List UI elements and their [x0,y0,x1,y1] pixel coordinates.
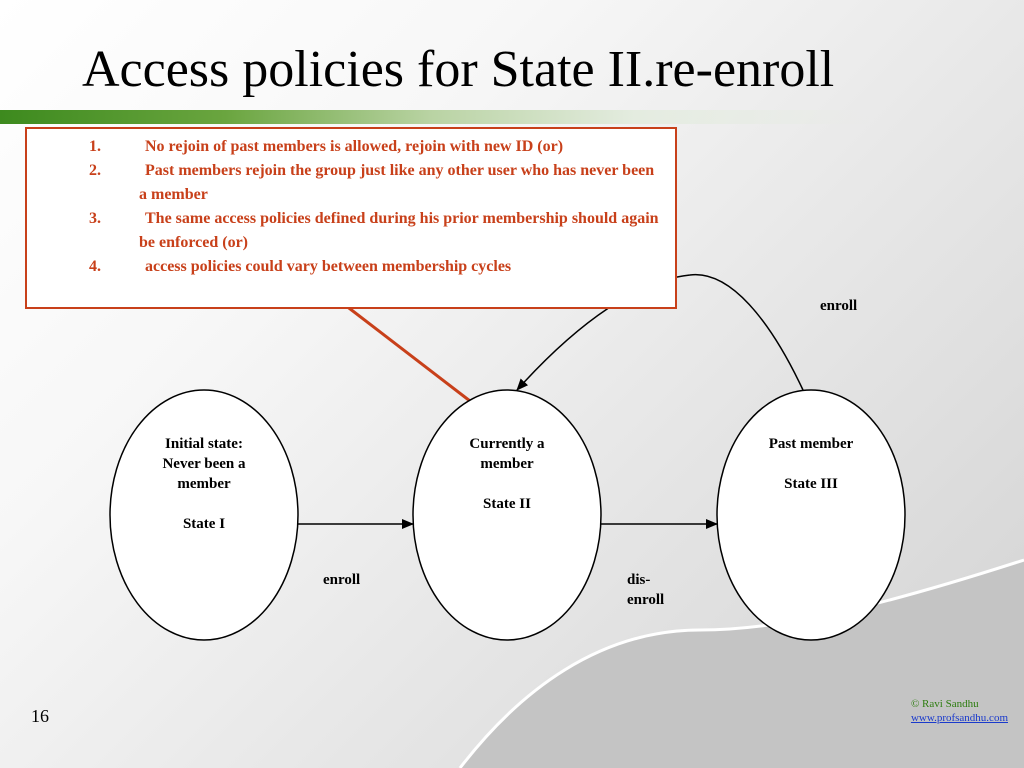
state-label-line [144,494,264,514]
state-label-line: member [480,456,534,472]
policy-text: access policies could vary between membership cycles [145,258,512,275]
state-label-line: member [177,476,231,492]
callout-connector [345,305,470,401]
policy-item [27,159,659,207]
state-label-line: Currently a [469,436,545,452]
state-node-2 [413,390,601,640]
edge-label-enroll: enroll [323,572,361,588]
credit-block [911,697,1008,725]
policy-item [27,207,659,255]
state-2-label [447,434,567,514]
state-label-line: State II [483,496,531,512]
state-label-line: Past member [768,436,854,452]
state-label-line: State III [784,476,838,492]
edge-label-line: enroll [627,592,665,608]
slide-title: Access policies for State II.re-enroll [82,41,835,98]
state-label-line [447,474,567,494]
state-label-line: Initial state: [165,436,243,452]
state-label-line: Never been a [162,456,246,472]
state-3-label [751,434,871,494]
policy-callout-box [25,127,677,309]
edge-label-line: dis- [627,572,651,588]
policy-list [27,135,675,279]
policy-number: 2. [89,162,101,179]
edge-label-reenroll: enroll [820,298,858,314]
policy-text: The same access policies defined during his prior membership should again be enforced (or) [139,210,659,251]
policy-text: No rejoin of past members is allowed, rejoin with new ID (or) [145,138,564,155]
slide-number: 16 [31,706,49,726]
state-node-3 [717,390,905,640]
policy-item [27,135,659,159]
edge-label-disenroll [627,570,664,610]
credit-author: © Ravi Sandhu [910,698,979,710]
policy-number: 1. [89,138,101,155]
state-label-line: State I [182,516,226,532]
policy-text: Past members rejoin the group just like any other user who has never been a member [139,162,655,203]
policy-number: 4. [89,258,101,275]
credit-link[interactable]: www.profsandhu.com [910,712,1008,724]
state-label-line [751,454,871,474]
state-1-label [144,434,264,534]
policy-number: 3. [89,210,101,227]
policy-item [27,255,659,279]
